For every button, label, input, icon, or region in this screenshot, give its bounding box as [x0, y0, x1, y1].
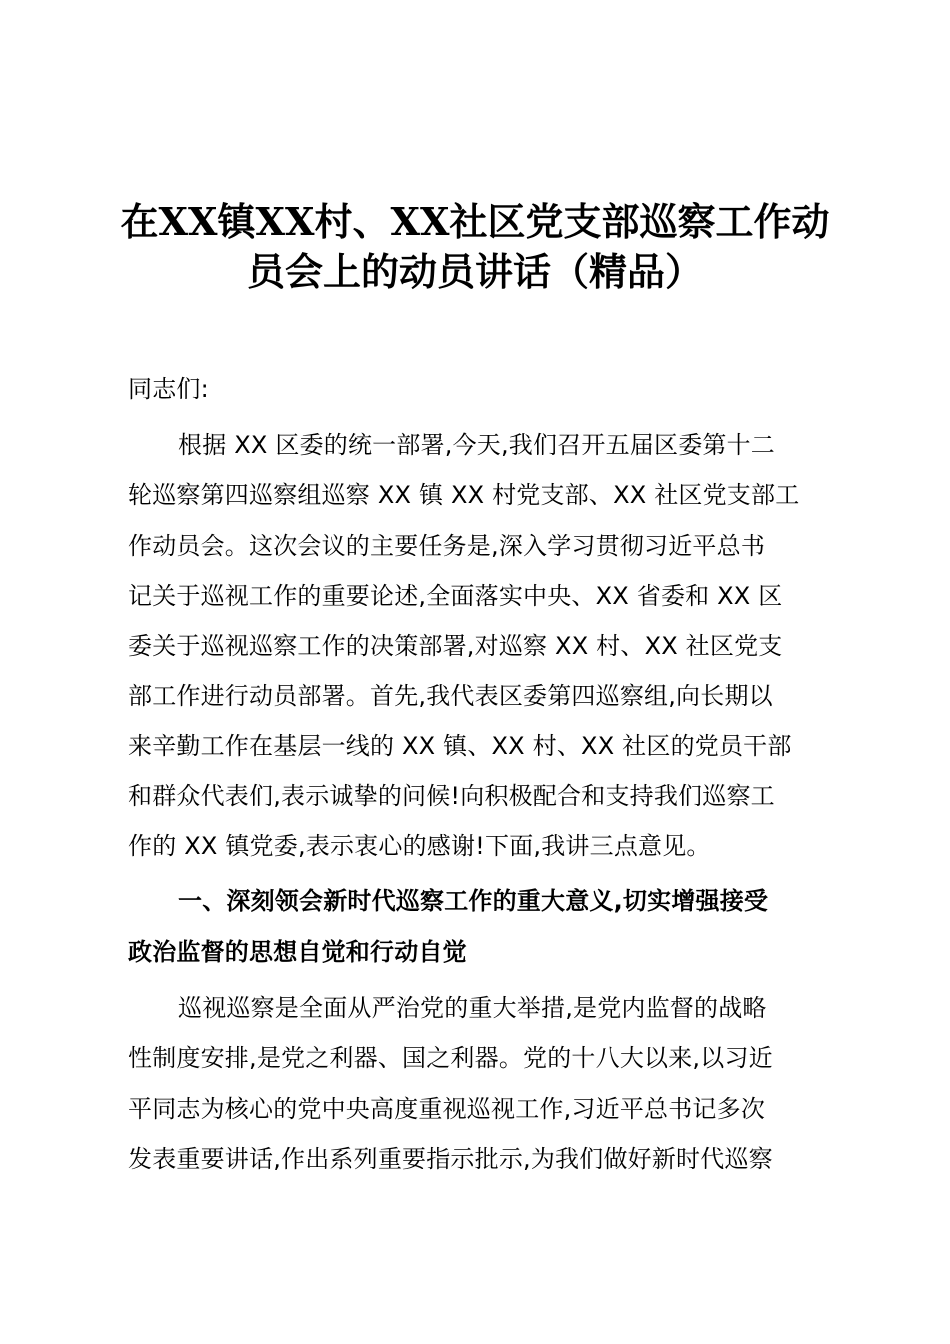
paragraph-1-line-9: 作的 XX 镇党委,表示衷心的感谢!下面,我讲三点意见。	[128, 832, 711, 860]
document-title-line-2: 员会上的动员讲话（精品）	[246, 249, 703, 294]
paragraph-1-line-3: 作动员会。这次会议的主要任务是,深入学习贯彻习近平总书	[128, 532, 766, 560]
paragraph-1-line-6: 部工作进行动员部署。首先,我代表区委第四巡察组,向长期以	[128, 682, 773, 710]
salutation: 同志们:	[128, 375, 209, 403]
paragraph-1-line-8: 和群众代表们,表示诚挚的问候!向积极配合和支持我们巡察工	[128, 782, 775, 810]
paragraph-1-line-2: 轮巡察第四巡察组巡察 XX 镇 XX 村党支部、XX 社区党支部工	[128, 481, 800, 509]
document-title-line-1: 在XX镇XX村、XX社区党支部巡察工作动	[120, 199, 830, 244]
paragraph-2-line-2: 性制度安排,是党之利器、国之利器。党的十八大以来,以习近	[128, 1044, 773, 1072]
paragraph-1-line-5: 委关于巡视巡察工作的决策部署,对巡察 XX 村、XX 社区党支	[128, 632, 783, 660]
paragraph-1-line-7: 来辛勤工作在基层一线的 XX 镇、XX 村、XX 社区的党员干部	[128, 732, 792, 760]
paragraph-2-line-4: 发表重要讲话,作出系列重要指示批示,为我们做好新时代巡察	[128, 1145, 773, 1173]
section-heading-1-line-2: 政治监督的思想自觉和行动自觉	[128, 938, 467, 966]
paragraph-1-line-1: 根据 XX 区委的统一部署,今天,我们召开五届区委第十二	[178, 431, 775, 459]
paragraph-2-line-1: 巡视巡察是全面从严治党的重大举措,是党内监督的战略	[178, 994, 767, 1022]
paragraph-1-line-4: 记关于巡视工作的重要论述,全面落实中央、XX 省委和 XX 区	[128, 582, 783, 610]
paragraph-2-line-3: 平同志为核心的党中央高度重视巡视工作,习近平总书记多次	[128, 1095, 766, 1123]
section-heading-1-line-1: 一、深刻领会新时代巡察工作的重大意义,切实增强接受	[178, 887, 769, 915]
